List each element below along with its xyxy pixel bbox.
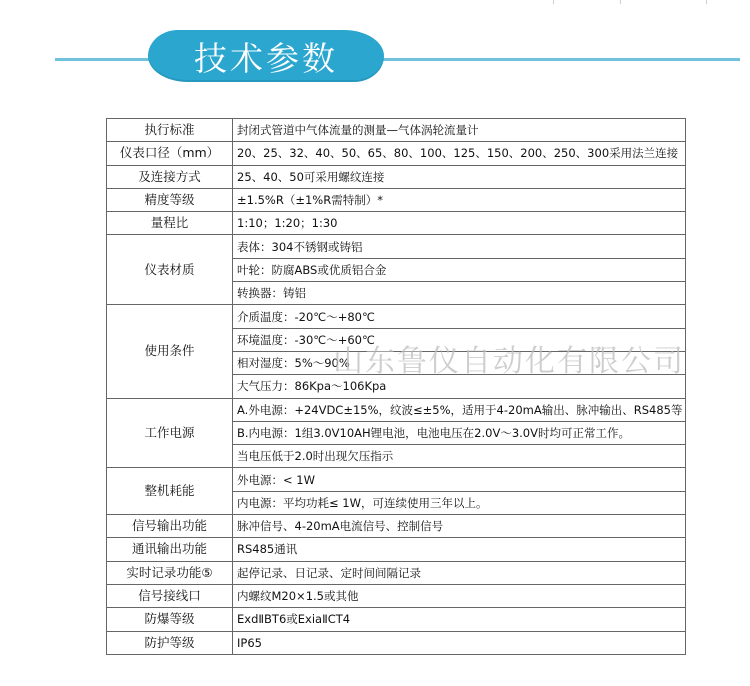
spec-value: A.外电源：+24VDC±15%，纹波≤±5%，适用于4-20mA输出、脉冲输出、RS485等 bbox=[233, 398, 686, 421]
top-decor-tick bbox=[706, 0, 707, 4]
spec-value: 20、25、32、40、50、65、80、100、125、150、200、250、300采用法兰连接 bbox=[233, 142, 686, 165]
spec-label: 防爆等级 bbox=[107, 608, 233, 631]
spec-row bbox=[107, 584, 686, 607]
spec-label: 信号接线口 bbox=[107, 584, 233, 607]
spec-value: 环境温度：-30℃～+60℃ bbox=[233, 328, 686, 351]
spec-label: 精度等级 bbox=[107, 188, 233, 211]
spec-value: 起停记录、日记录、定时间间隔记录 bbox=[233, 561, 686, 584]
spec-label: 防护等级 bbox=[107, 631, 233, 654]
spec-label: 实时记录功能⑤ bbox=[107, 561, 233, 584]
spec-label: 仪表材质 bbox=[107, 235, 233, 305]
spec-value: 大气压力：86Kpa～106Kpa bbox=[233, 375, 686, 398]
spec-label: 通讯输出功能 bbox=[107, 538, 233, 561]
spec-label: 执行标准 bbox=[107, 119, 233, 142]
spec-row bbox=[107, 515, 686, 538]
spec-value: 封闭式管道中气体流量的测量—气体涡轮流量计 bbox=[233, 119, 686, 142]
spec-label: 仪表口径（mm） bbox=[107, 142, 233, 165]
spec-label: 整机耗能 bbox=[107, 468, 233, 515]
spec-row bbox=[107, 398, 686, 421]
spec-label: 信号输出功能 bbox=[107, 515, 233, 538]
spec-row bbox=[107, 631, 686, 654]
spec-value: RS485通讯 bbox=[233, 538, 686, 561]
spec-row bbox=[107, 188, 686, 211]
spec-table bbox=[106, 118, 686, 655]
spec-label: 工作电源 bbox=[107, 398, 233, 468]
spec-value: ±1.5%R（±1%R需特制）* bbox=[233, 188, 686, 211]
spec-row bbox=[107, 142, 686, 165]
spec-value: 相对湿度：5%～90% bbox=[233, 351, 686, 374]
spec-row bbox=[107, 561, 686, 584]
spec-row bbox=[107, 608, 686, 631]
spec-value: B.内电源：1组3.0V10AH锂电池，电池电压在2.0V～3.0V时均可正常工作。 bbox=[233, 421, 686, 444]
spec-row bbox=[107, 165, 686, 188]
spec-value: 当电压低于2.0时出现欠压指示 bbox=[233, 445, 686, 468]
spec-value: 表体：304不锈钢或铸铝 bbox=[233, 235, 686, 258]
spec-value: 外电源：< 1W bbox=[233, 468, 686, 491]
spec-value: 叶轮：防腐ABS或优质铝合金 bbox=[233, 258, 686, 281]
spec-label: 及连接方式 bbox=[107, 165, 233, 188]
spec-table-body bbox=[107, 119, 686, 655]
top-decor-tick bbox=[620, 0, 621, 4]
spec-label: 量程比 bbox=[107, 212, 233, 235]
spec-value: 内电源：平均功耗≤ 1W，可连续使用三年以上。 bbox=[233, 491, 686, 514]
spec-row bbox=[107, 468, 686, 491]
spec-row bbox=[107, 305, 686, 328]
spec-row bbox=[107, 119, 686, 142]
watermark-text: 山东鲁仪自动化有限公司 bbox=[333, 344, 685, 379]
spec-value: ExdⅡBT6或ExiaⅡCT4 bbox=[233, 608, 686, 631]
spec-row bbox=[107, 538, 686, 561]
title-banner bbox=[148, 30, 384, 82]
page-title: 技术参数 bbox=[194, 38, 338, 78]
spec-value: 1:10；1:20；1:30 bbox=[233, 212, 686, 235]
spec-value: 介质温度：-20℃～+80℃ bbox=[233, 305, 686, 328]
spec-value: 25、40、50可采用螺纹连接 bbox=[233, 165, 686, 188]
spec-value: 内螺纹M20×1.5或其他 bbox=[233, 584, 686, 607]
spec-value: IP65 bbox=[233, 631, 686, 654]
spec-row bbox=[107, 235, 686, 258]
spec-row bbox=[107, 212, 686, 235]
spec-label: 使用条件 bbox=[107, 305, 233, 398]
top-decor-tick bbox=[553, 0, 554, 4]
spec-value: 脉冲信号、4-20mA电流信号、控制信号 bbox=[233, 515, 686, 538]
spec-value: 转换器：铸铝 bbox=[233, 282, 686, 305]
